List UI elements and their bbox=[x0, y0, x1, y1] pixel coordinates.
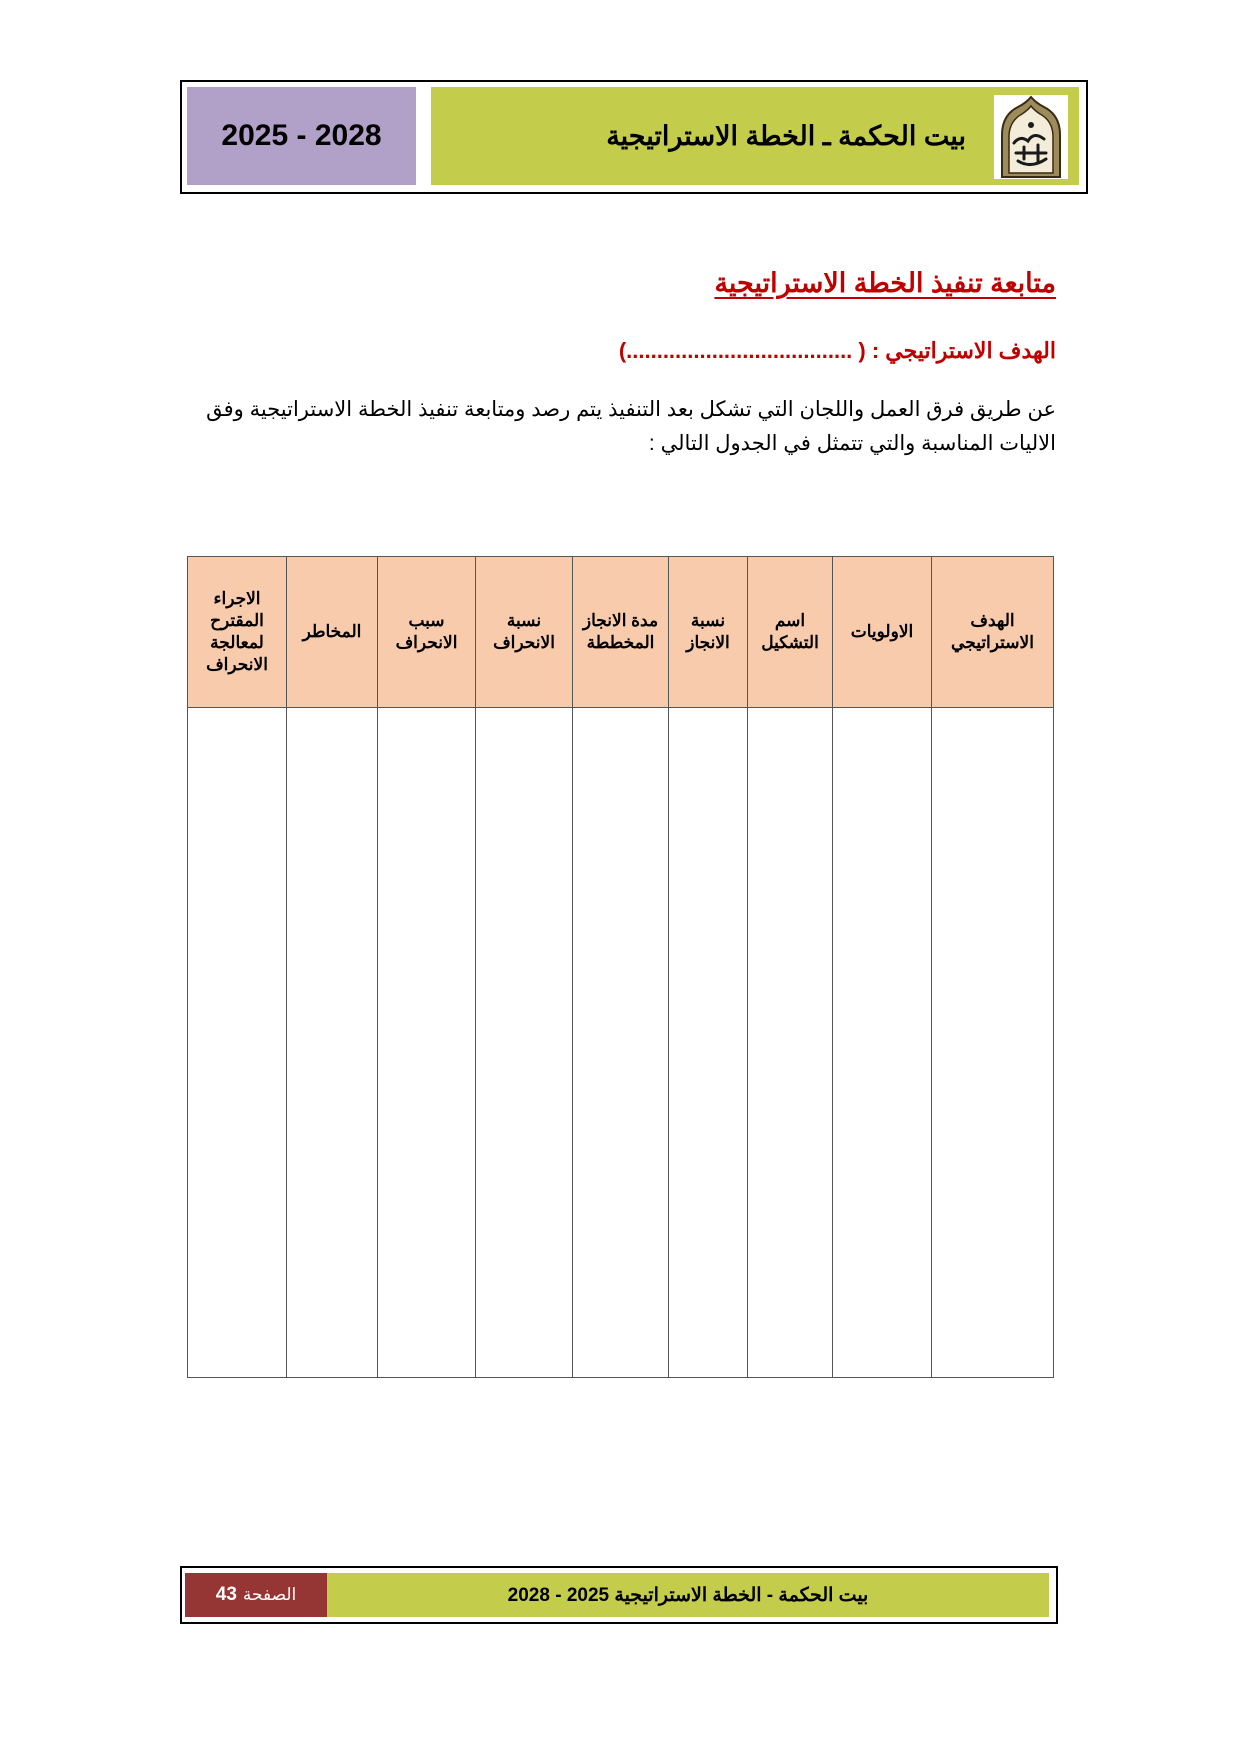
strategic-goal-line: الهدف الاستراتيجي : ( .....................................) bbox=[618, 338, 1056, 363]
table-cell bbox=[378, 708, 476, 1378]
table-header-row bbox=[188, 557, 1054, 708]
header-title: بيت الحكمة ـ الخطة الاستراتيجية bbox=[606, 121, 966, 151]
table-row bbox=[188, 708, 1054, 1378]
section-title: متابعة تنفيذ الخطة الاستراتيجية bbox=[714, 268, 1056, 298]
table-cell bbox=[669, 708, 748, 1378]
table-cell bbox=[932, 708, 1054, 1378]
table-cell bbox=[748, 708, 833, 1378]
page-footer bbox=[180, 1566, 1058, 1624]
table-cell bbox=[188, 708, 287, 1378]
col-header-strategic-goal: الهدف الاستراتيجي bbox=[932, 557, 1054, 708]
table-cell bbox=[476, 708, 573, 1378]
col-header-planned-duration: مدة الانجاز المخططة bbox=[573, 557, 669, 708]
col-header-risks: المخاطر bbox=[287, 557, 378, 708]
page-header bbox=[180, 80, 1088, 194]
col-header-achievement-rate: نسبة الانجاز bbox=[669, 557, 748, 708]
page-label: الصفحة bbox=[242, 1585, 297, 1604]
col-header-formation-name: اسم التشكيل bbox=[748, 557, 833, 708]
table-cell bbox=[573, 708, 669, 1378]
page-number: 43 bbox=[215, 1584, 237, 1605]
header-years: 2025 - 2028 bbox=[187, 87, 416, 185]
col-header-priorities: الاولويات bbox=[833, 557, 932, 708]
table-cell bbox=[833, 708, 932, 1378]
col-header-deviation-cause: سبب الانحراف bbox=[378, 557, 476, 708]
intro-paragraph: عن طريق فرق العمل واللجان التي تشكل بعد التنفيذ يتم رصد ومتابعة تنفيذ الخطة الاستراتيجية وفق الاليات المناسبة والتي تتمثل في الجدول التالي : bbox=[206, 398, 1056, 455]
col-header-proposed-action: الاجراء المقترح لمعالجة الانحراف bbox=[188, 557, 287, 708]
header-band bbox=[431, 87, 1079, 185]
bayt-al-hikma-logo bbox=[994, 95, 1068, 179]
col-header-deviation-rate: نسبة الانحراف bbox=[476, 557, 573, 708]
footer-title: بيت الحكمة - الخطة الاستراتيجية 2025 - 2028 bbox=[327, 1573, 1049, 1617]
monitoring-table bbox=[187, 556, 1054, 1378]
page-number-badge bbox=[185, 1573, 327, 1617]
table-cell bbox=[287, 708, 378, 1378]
